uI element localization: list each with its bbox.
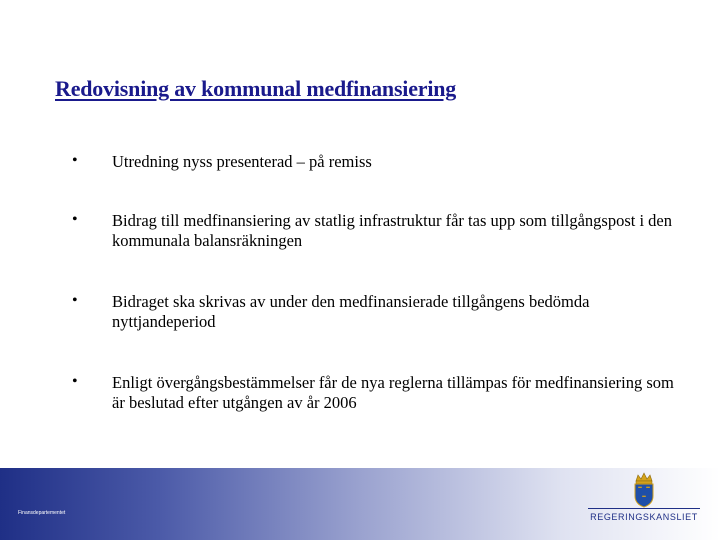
bullet-marker: • — [72, 292, 78, 309]
bullet-text: Enligt övergångsbestämmelser får de nya reglerna tillämpas för medfinansiering som är beslutad efter utgången av år 2006 — [112, 373, 674, 412]
bullet-marker: • — [72, 152, 78, 169]
bullet-text: Bidraget ska skrivas av under den medfinansierade tillgångens bedömda nyttjandeperiod — [112, 292, 590, 331]
department-label: Finansdepartementet — [18, 510, 66, 516]
bullet-marker: • — [72, 211, 78, 228]
government-logo — [588, 472, 700, 530]
bullet-marker: • — [72, 373, 78, 390]
slide-title: Redovisning av kommunal medfinansiering — [55, 76, 457, 101]
crown-shield-icon — [624, 472, 664, 508]
logo-wordmark: REGERINGSKANSLIET — [590, 512, 698, 522]
bullet-text: Utredning nyss presenterad – på remiss — [112, 152, 372, 171]
bullet-text: Bidrag till medfinansiering av statlig infrastruktur får tas upp som tillgångspost i den kommunala balansräkningen — [112, 211, 672, 250]
logo-divider — [588, 508, 700, 509]
